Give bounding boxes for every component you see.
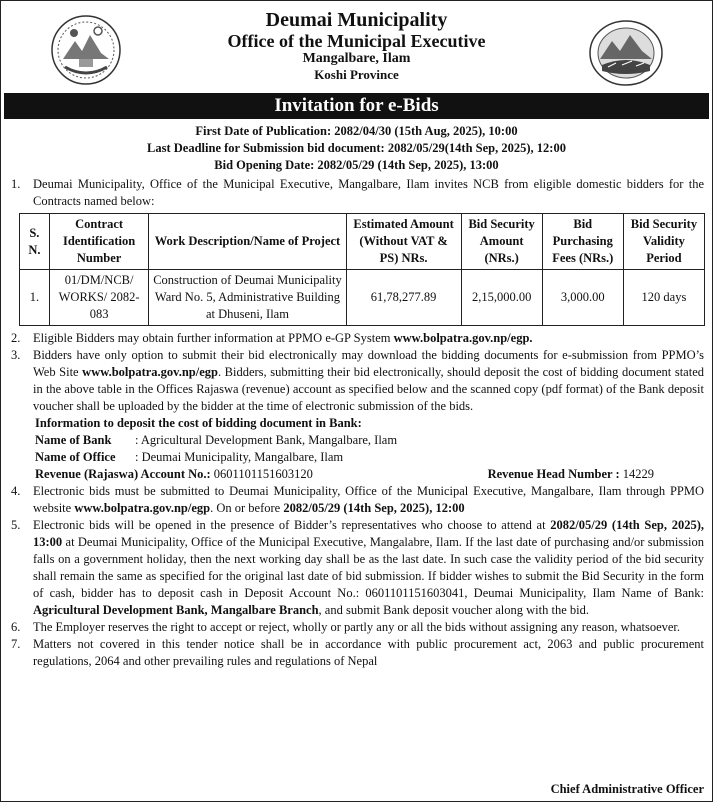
- cell-sn: 1.: [20, 270, 50, 326]
- clause-3: 3. Bidders have only option to submit their bid electronically may download the bidding documents for e-submission from PPMO’s Web Site www.bolpatra.gov.np/egp. Bidders, submitting their bid electronically, should deposit the cost of bidding document stated in the above table in the Offices Rajaswa (revenue) account as specified below and the scanned copy (pdf format) of the Bank deposit voucher shall be uploaded by the bidder at the time of electronic submission of the bids.: [11, 348, 705, 413]
- contract-table: [19, 213, 705, 326]
- municipality-name: Deumai Municipality: [265, 9, 448, 31]
- clause-5: 5. Electronic bids will be opened in the presence of Bidder’s representatives who choose to attend at 2082/05/29 (14th Sep, 2025), 13:00 at Deumai Municipality, Office of the Municipal Executive, Mangalabre, Ilam. If the last date of purchasing and/or submission falls on a government holiday, then the next working day shall be as the last date. In such case the validity period of the bid security shall remain the same as specified for the original last date of bid submission. If bidder wishes to submit the Bid Security in the form of cash, bidder has to deposit cash in Deposit Account No.: 0601101151603041, Deumai Municipality, Ilam Name of Bank: Agricultural Development Bank, Mangalbare Branch, and submit Bank deposit voucher along with the bid.: [11, 518, 704, 617]
- bank-info-heading: Information to deposit the cost of bidding document in Bank:: [35, 416, 362, 430]
- egp-link[interactable]: www.bolpatra.gov.np/egp.: [393, 331, 533, 345]
- office-name: Office of the Municipal Executive: [227, 31, 486, 51]
- cell-validity-period: 120 days: [623, 270, 704, 326]
- clause-7: 7. Matters not covered in this tender notice shall be in accordance with public procurement act, 2063 and public procurement regulations, 2064 and other prevailing rules and regulations of Nepal: [11, 637, 704, 668]
- notice-body: [1, 174, 712, 670]
- bank-info: [11, 415, 704, 483]
- col-validity-period: Bid Security Validity Period: [623, 214, 704, 270]
- account-row: Revenue (Rajaswa) Account No.: 0601101151603120 Revenue Head Number : 14229: [35, 467, 654, 481]
- clause-6: 6. The Employer reserves the right to accept or reject, wholly or partly any or all the bids without assigning any reason, whatsoever.: [11, 620, 681, 634]
- egp-link[interactable]: www.bolpatra.gov.np/egp: [82, 365, 218, 379]
- clause-2: 2. Eligible Bidders may obtain further information at PPMO e-GP System www.bolpatra.gov.np/egp.: [11, 331, 533, 345]
- col-estimated-amount: Estimated Amount (Without VAT & PS) NRs.: [346, 214, 461, 270]
- cell-bid-security: 2,15,000.00: [461, 270, 542, 326]
- office-name-row: Name of Office : Deumai Municipality, Mangalbare, Ilam: [35, 450, 344, 464]
- col-purchasing-fees: Bid Purchasing Fees (NRs.): [542, 214, 623, 270]
- col-work-description: Work Description/Name of Project: [149, 214, 346, 270]
- cell-purchasing-fees: 3,000.00: [542, 270, 623, 326]
- province-name: Koshi Province: [314, 67, 399, 82]
- cell-estimated-amount: 61,78,277.89: [346, 270, 461, 326]
- col-sn: S. N.: [20, 214, 50, 270]
- cell-work-description: Construction of Deumai Municipality Ward No. 5, Administrative Building at Dhuseni, Ilam: [149, 270, 346, 326]
- clause-4: 4. Electronic bids must be submitted to Deumai Municipality, Office of the Municipal Executive, Mangalbare, Ilam through PPMO website www.bolpatra.gov.np/egp. On or before 2082/05/29 (14th Sep, 2025), 12:00: [11, 484, 704, 515]
- cell-contract-id: 01/DM/NCB/ WORKS/ 2082-083: [49, 270, 149, 326]
- nepal-emblem-icon: [49, 13, 123, 87]
- office-location: Mangalbare, Ilam: [302, 51, 411, 66]
- col-contract-id: Contract Identification Number: [49, 214, 149, 270]
- opening-date: Bid Opening Date: 2082/05/29 (14th Sep, 2025), 13:00: [214, 158, 499, 172]
- table-header-row: [20, 214, 705, 270]
- municipality-logo-icon: [588, 19, 664, 87]
- key-dates: [1, 123, 712, 174]
- egp-link[interactable]: www.bolpatra.gov.np/egp: [74, 501, 211, 515]
- publication-date: First Date of Publication: 2082/04/30 (15th Aug, 2025), 10:00: [195, 124, 518, 138]
- col-bid-security: Bid Security Amount (NRs.): [461, 214, 542, 270]
- clause-1: 1. Deumai Municipality, Office of the Municipal Executive, Mangalbare, Ilam invites NCB from eligible domestic bidders for the Contracts named below:: [11, 177, 704, 208]
- header: [1, 1, 712, 93]
- bank-name-row: Name of Bank : Agricultural Development Bank, Mangalbare, Ilam: [35, 433, 398, 447]
- notice-title: Invitation for e-Bids: [4, 93, 709, 119]
- table-row: [20, 270, 705, 326]
- signature: Chief Administrative Officer: [550, 782, 704, 796]
- submission-deadline: Last Deadline for Submission bid document: 2082/05/29(14th Sep, 2025), 12:00: [147, 141, 566, 155]
